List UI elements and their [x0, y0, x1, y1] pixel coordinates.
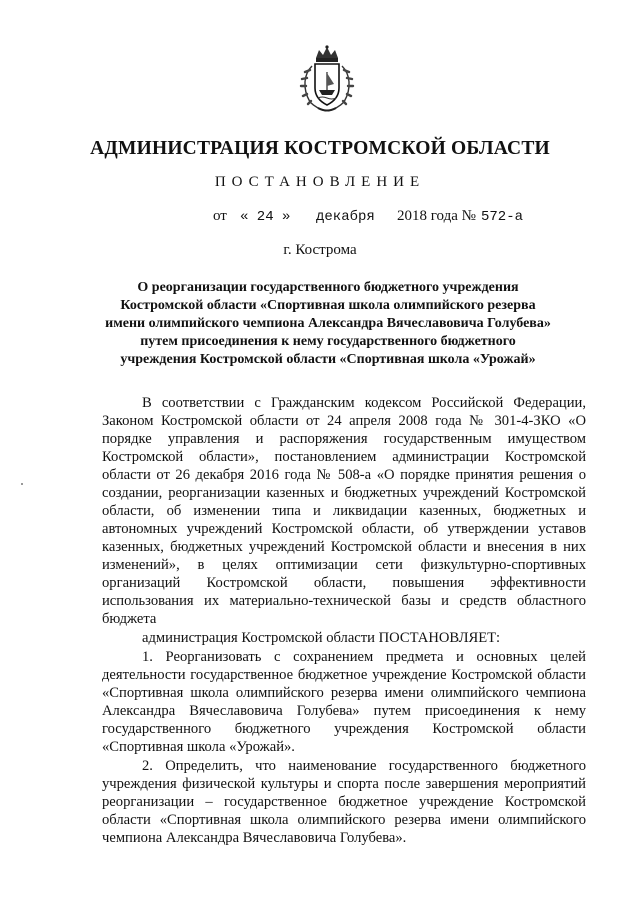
title-line: имени олимпийского чемпиона Александра Вячеславовича Голубева» [105, 316, 551, 331]
document-type: ПОСТАНОВЛЕНИЕ [214, 174, 426, 190]
organization-name: АДМИНИСТРАЦИЯ КОСТРОМСКОЙ ОБЛАСТИ [90, 138, 550, 159]
resolution-paragraph: администрация Костромской области ПОСТАНОВЛЯЕТ: [142, 630, 501, 646]
document-number: 572-а [481, 209, 524, 225]
document-body [102, 394, 586, 847]
date-prefix: от [213, 208, 227, 224]
title-line: Костромской области «Спортивная школа олимпийского резерва [120, 298, 536, 313]
clause-1-paragraph: 1. Реорганизовать с сохранением предмета и основных целей деятельности государственное бюджетное учреждение Костромской области «Спортивная школа олимпийского резерва имени олимпийского чемпиона Александра Вячеславовича Голубева» путем присоединения к нему государственного бюджетного учреждения Костромской области «Спортивная школа «Урожай». [102, 649, 586, 755]
title-line: учреждения Костромской области «Спортивная школа «Урожай» [120, 352, 536, 367]
document-title [88, 279, 568, 369]
title-line: О реорганизации государственного бюджетного учреждения [137, 280, 519, 295]
title-line: путем присоединения к нему государственного бюджетного [140, 334, 516, 349]
date-month: декабря [316, 209, 375, 225]
scan-speck [21, 483, 23, 485]
kostroma-coat-of-arms-icon [296, 44, 358, 114]
preamble-paragraph: В соответствии с Гражданским кодексом Российской Федерации, Законом Костромской области от 24 апреля 2008 года № 301-4-ЗКО «О порядке управления и распоряжения государственным имуществом Костромской области», постановлением администрации Костромской области от 26 декабря 2016 года № 508-а «О порядке принятия решения о создании, реорганизации казенных и бюджетных учреждений Костромской области, об изменении типа и ликвидации казенных, бюджетных и автономных учреждений Костромской области, об утверждении уставов казенных, бюджетных учреждений Костромской области и внесения в них изменений», в целях оптимизации сети физкультурно-спортивных организаций Костромской области, повышения эффективности использования их материально-технической базы и средств областного бюджета [102, 395, 586, 627]
clause-2-paragraph: 2. Определить, что наименование государственного бюджетного учреждения физической культуры и спорта после завершения мероприятий реорганизации – государственное бюджетное учреждение Костромской области «Спортивная школа олимпийского резерва имени олимпийского чемпиона Александра Вячеславовича Голубева». [102, 758, 586, 846]
city: г. Кострома [283, 242, 357, 258]
date-day: « 24 » [240, 209, 291, 225]
date-year-label: 2018 года № [397, 208, 476, 224]
